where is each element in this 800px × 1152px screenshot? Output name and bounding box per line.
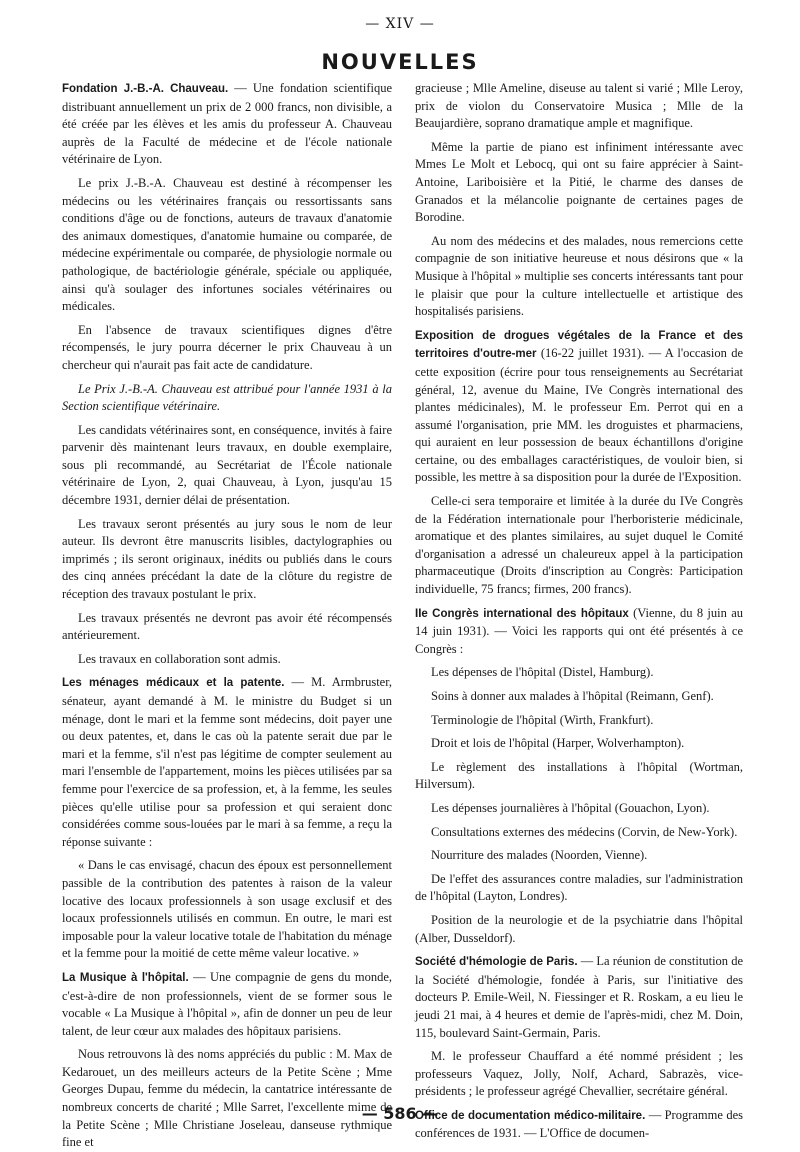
page-title: NOUVELLES <box>321 50 479 74</box>
list-item: Consultations externes des médecins (Corvin, de New-York). <box>431 824 738 839</box>
list-item: Les dépenses de l'hôpital (Distel, Hamburg). <box>431 665 654 680</box>
section-heading: Société d'hémologie de Paris. <box>415 956 578 969</box>
paragraph: Même la partie de piano est infiniment intéressante avec Mmes Le Molt et Lebocq, qui ont su faire apprécier à Saint-Antoine, Lariboisière et la Pitié, le charme des danses de Granados et la mélancolie poignante de certaines pages de Borodine. <box>415 139 743 225</box>
paragraph: Celle-ci sera temporaire et limitée à la durée du IVe Congrès de la Fédération internationale pour l'herboristerie médicinale, aromatique et des plantes similaires, au sujet duquel le Comité d'organisation a adressé un chaleureux appel à la participation pharmaceutique (Droits d'inscription au Congrès: Participation individuelle, 75 francs; firmes, 200 francs). <box>415 494 743 597</box>
list-item: De l'effet des assurances contre maladies, sur l'administration de l'hôpital (Layton, Londres). <box>415 871 743 904</box>
list-item: Les dépenses journalières à l'hôpital (Gouachon, Lyon). <box>431 800 710 815</box>
paragraph: Le Prix J.-B.-A. Chauveau est attribué pour l'année 1931 à la Section scientifique vétérinaire. <box>62 381 392 414</box>
list-item: Droit et lois de l'hôpital (Harper, Wolverhampton). <box>431 736 685 751</box>
paragraph-text: (16-22 juillet 1931). — A l'occasion de cette exposition (écrire pour tous renseignements au Secrétariat général, 12, avenue du Maine, IVe Congrès international des plantes médicinales), M. le professeur Em. Perrot qui en a assumé l'organisation, prie MM. les droguistes et pharmaciens, qui auraient en leur possession de beaux échantillons d'origine certaine, ou des emballages caractéristiques, de vouloir bien, si possible, les mettre à sa disposition pour la durée de l'Exposition. <box>415 346 743 485</box>
paragraph-text: — Une compagnie de gens du monde, c'est-à-dire de non professionnels, vient de se former sous le vocable « La Musique à l'hôpital », afin de donner un peu de leur talent, de leur cœur aux malades des hôpitaux parisiens. <box>62 969 392 1038</box>
paragraph <box>415 953 743 1042</box>
left-column <box>62 80 392 1150</box>
section-heading: Office de documentation médico-militaire. <box>415 1109 646 1122</box>
paragraph-text: — M. Armbruster, sénateur, ayant demandé à M. le ministre du Budget si un ménage, dont le mari et la femme sont médecins, doit payer une ou deux patentes, et, dans le cas où la patente serait due par le mari et la femme, s'il n'est pas légitime de compter seulement au mari l'ensemble de l'appartement, moins les pièces utilisées par sa femme pour l'exercice de sa profession, et, à la femme, les seules pièces qu'elle utilise pour sa profession et qui seraient donc considérées comme sous-louées par le mari à sa femme, a reçu la réponse suivante : <box>62 675 392 849</box>
paragraph <box>62 969 392 1040</box>
paragraph <box>62 674 392 851</box>
paragraph <box>415 327 743 487</box>
list-item: Le règlement des installations à l'hôpital (Wortman, Hilversum). <box>415 759 743 792</box>
page-number: — 586 — <box>361 1104 439 1123</box>
section-heading: Exposition de drogues végétales de la France et des territoires d'outre-mer <box>415 329 743 361</box>
list-item: Position de la neurologie et de la psychiatrie dans l'hôpital (Alber, Dusseldorf). <box>415 912 743 945</box>
section-heading: La Musique à l'hôpital. <box>62 971 189 984</box>
section-heading: IIe Congrès international des hôpitaux <box>415 607 629 620</box>
list-item: Soins à donner aux malades à l'hôpital (Reimann, Genf). <box>431 689 714 703</box>
paragraph: Au nom des médecins et des malades, nous remercions cette compagnie de son initiative heureuse et nous désirons que « la Musique à l'hôpital » multiplie ses concerts intéressants tant pour le plaisir que pour la culture intellectuelle et artistique des hospitalisés parisiens. <box>415 233 743 319</box>
paragraph: Le prix J.-B.-A. Chauveau est destiné à récompenser les médecins ou les vétérinaires français ou ressortissants sans conditions d'âge ou de fonctions, auteurs de travaux d'anatomie des animaux domestiques, d'anatomie humaine ou comparée, de médecine expérimentale ou comparée, de physiologie normale ou pathologique, de bactériologie générale, spéciale ou appliquée, ainsi qu'à soulager des infortunes sociales vétérinaires ou médicales. <box>62 175 392 314</box>
section-heading: Fondation J.-B.-A. Chauveau. <box>62 83 229 95</box>
paragraph: Les travaux en collaboration sont admis. <box>78 651 281 666</box>
paragraph-text: — Programme des conférences de 1931. — L'Office de documen- <box>415 1107 744 1141</box>
paragraph <box>62 80 392 169</box>
section-heading: Les ménages médicaux et la patente. <box>62 677 285 690</box>
list-item: Nourriture des malades (Noorden, Vienne). <box>431 848 648 863</box>
paragraph: Les travaux présentés ne devront pas avoir été récompensés antérieurement. <box>62 610 392 643</box>
folio: — XIV — <box>365 16 435 32</box>
paragraph: Les candidats vétérinaires sont, en conséquence, invités à faire parvenir dès maintenant leurs travaux, en double exemplaire, sous pli recommandé, au Secrétariat de l'École nationale vétérinaire de Lyon, 2, quai Chauveau, à Lyon, jusqu'au 15 décembre 1931, dernier délai de présentation. <box>62 422 392 508</box>
paragraph-text: — La réunion de constitution de la Société d'hémologie, fondée à Paris, sur l'initiative des docteurs P. Emile-Weil, N. Fiessinger et R. Roskam, a eu lieu le jeudi 21 mai, à 4 heures et demie de l'après-midi, chez M. Doin, 115, boulevard Saint-Germain, Paris. <box>415 954 743 1040</box>
paragraph <box>415 605 743 659</box>
paragraph: Nous retrouvons là des noms appréciés du public : M. Max de Kedarouet, un des meilleurs acteurs de la Petite Scène ; Mme Georges Dupau, femme du médecin, la cantatrice intéressante de nombreux concerts de charité ; Mlle Sarret, l'excellente mime de la Petite Scène ; Mlle Christiane Joseleau, danseuse rythmique fine et <box>62 1047 392 1150</box>
paragraph: Les travaux seront présentés au jury sous le nom de leur auteur. Ils devront être manuscrits lisibles, dactylographies ou imprimés ; ils seront originaux, inédits ou publiés dans le cours des cinq années précédant la date de la clôture du registre de réception des travaux postulant le prix. <box>62 516 392 602</box>
paragraph: gracieuse ; Mlle Ameline, diseuse au talent si varié ; Mlle Leroy, prix de violon du Conservatoire Musica ; Mlle de la Beaujardière, soprano dramatique ample et magnifique. <box>415 81 743 131</box>
paragraph: En l'absence de travaux scientifiques dignes d'être récompensés, le jury pourra décerner le prix Chauveau à un chercheur qui n'aurait pas fait acte de candidature. <box>62 322 392 372</box>
right-column <box>415 80 744 1141</box>
paragraph: « Dans le cas envisagé, chacun des époux est personnellement passible de la contribution des patentes à raison de la valeur locative des locaux professionnels à son usage exclusif et des locaux professionnels utilisés en commun. En outre, le mari est imposable pour la valeur locative totale de l'habitation du ménage et la femme pour la moitié de cette même valeur locative. » <box>62 858 392 961</box>
paragraph-text: (Vienne, du 8 juin au 14 juin 1931). — Voici les rapports qui ont été présentés à ce Congrès : <box>415 605 743 656</box>
list-item: Terminologie de l'hôpital (Wirth, Frankfurt). <box>431 712 654 727</box>
paragraph-text: — Une fondation scientifique distribuant annuellement un prix de 2 000 francs, non divisible, a été créée par les élèves et les amis du professeur A. Chauveau auprès de la Faculté de médecine et de l'école nationale vétérinaire de Lyon. <box>62 81 392 167</box>
paragraph: M. le professeur Chauffard a été nommé président ; les professeurs Vaquez, Jolly, Nolf, Achard, Sabrazès, vice-présidents ; le professeur agrégé Chevallier, secrétaire général. <box>415 1049 743 1099</box>
